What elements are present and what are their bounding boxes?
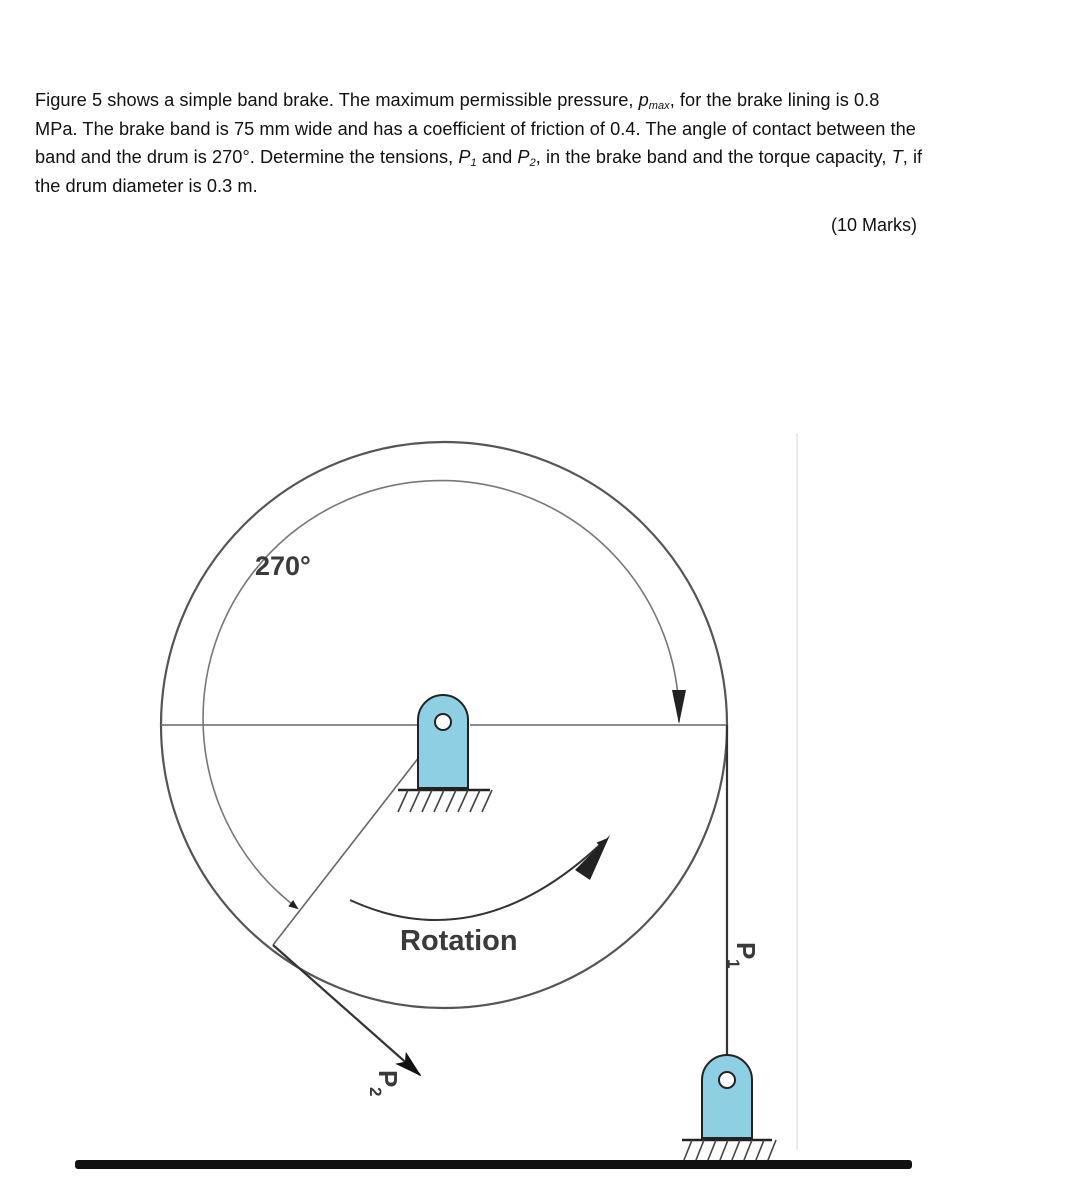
svg-text:2: 2	[366, 1087, 385, 1097]
question-part-3: and	[476, 147, 518, 168]
pmax-symbol: $p_{max}$	[638, 90, 670, 112]
marks-label: (10 Marks)	[830, 215, 917, 235]
ground-bar	[75, 1160, 912, 1169]
question-part-2: , for the brake lining is 0.8 MPa. The brake band is 75 mm wide and has a coefficient of friction of 0.4. The angle of contact between the band and the drum is 270°. Determine the tensions,	[35, 90, 916, 168]
question-part-4: , in the brake band and the torque capacity,	[535, 147, 892, 168]
svg-text:1: 1	[724, 959, 743, 969]
p2-symbol: $P_2$	[517, 147, 536, 170]
p1-label	[724, 942, 761, 968]
question-part-5: , if the drum diameter is 0.3 m.	[35, 147, 923, 196]
p2-label	[366, 1070, 403, 1096]
question-part-1: Figure 5 shows a simple band brake. The maximum permissible pressure,	[35, 90, 639, 110]
p1-symbol: $P_1$	[458, 147, 477, 170]
svg-text:P: P	[373, 1070, 403, 1088]
rotation-label: Rotation	[400, 925, 518, 957]
anchor-pivot	[682, 1055, 776, 1160]
torque-symbol: T	[891, 147, 903, 168]
angle-label: 270°	[255, 551, 311, 581]
svg-text:P: P	[731, 942, 761, 960]
